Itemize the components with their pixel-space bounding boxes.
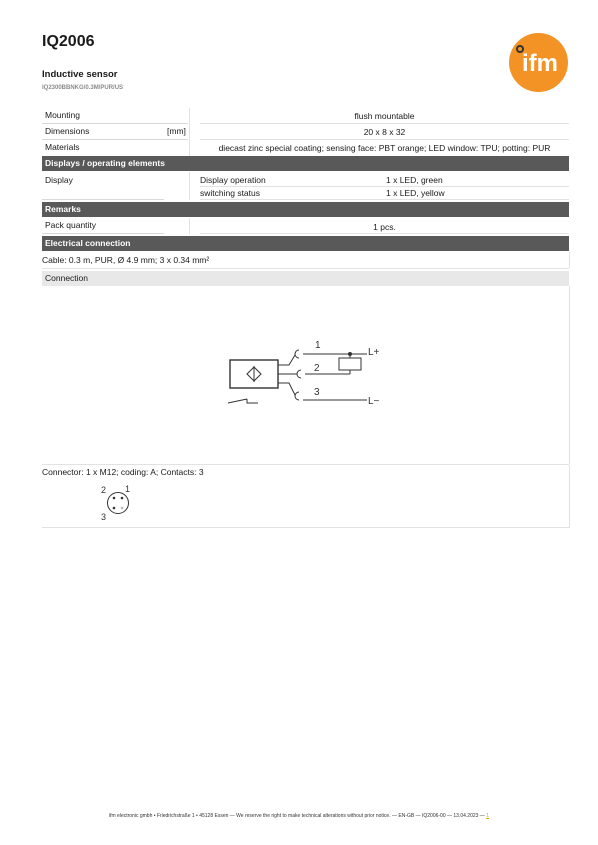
connector-pinout [98, 482, 134, 522]
divider [42, 199, 164, 200]
row-value: 1 pcs. [373, 222, 396, 232]
pinout-3-label: 3 [101, 512, 107, 522]
section-heading-electrical: Electrical connection [42, 236, 569, 251]
footer-text: ifm electronic gmbh • Friedrichstraße 1 • 45128 Essen — We reserve the right to make technical alterations without prior notice. — EN-GB — IQ2006-00 — 13.04.2023 — [109, 813, 485, 819]
l-minus-label: L− [368, 396, 380, 407]
divider [42, 233, 164, 234]
row-value: diecast zinc special coating; sensing face: PBT orange; LED window: TPU; potting: PUR [218, 143, 551, 153]
divider [42, 527, 569, 528]
connection-heading: Connection [42, 271, 569, 286]
article-number: IQ2300BBNKG/0.3M/PUR/US [42, 85, 124, 91]
row-unit: [mm] [167, 126, 186, 136]
switch-symbol-icon [228, 399, 258, 403]
divider [569, 286, 570, 464]
divider [189, 140, 190, 156]
divider [189, 218, 190, 234]
divider [189, 124, 190, 140]
divider [569, 465, 570, 528]
divider [189, 108, 190, 124]
cable-row [42, 255, 569, 267]
row-value: 20 x 8 x 32 [363, 127, 406, 137]
terminal-2-icon [297, 370, 301, 378]
display-row [42, 172, 569, 200]
row-label: Dimensions [45, 126, 90, 136]
remarks-row [42, 218, 569, 234]
divider [200, 186, 569, 187]
load-icon [339, 358, 361, 370]
row-label: Pack quantity [45, 220, 97, 230]
connector-row [42, 467, 569, 479]
display-item-name: Display operation [200, 175, 266, 185]
terminal-3-icon [295, 392, 299, 400]
ifm-logo [509, 33, 568, 92]
table-row [42, 108, 569, 123]
table-row [42, 124, 569, 139]
product-type: Inductive sensor [42, 69, 118, 80]
section-heading-displays: Displays / operating elements [42, 156, 569, 171]
divider [42, 464, 569, 465]
row-label: Mounting [45, 110, 80, 120]
display-item-name: switching status [200, 188, 260, 198]
divider [200, 233, 569, 234]
pin-2-label: 2 [314, 363, 320, 374]
pinout-1-label: 1 [125, 484, 131, 494]
pin-3-label: 3 [314, 387, 320, 398]
display-item-value: 1 x LED, green [386, 175, 443, 185]
pinout-2-label: 2 [101, 485, 107, 495]
l-plus-label: L+ [368, 347, 380, 358]
divider [569, 252, 570, 268]
row-label: Display [45, 175, 73, 185]
divider [189, 172, 190, 200]
page-number-link[interactable]: 1 [486, 813, 489, 819]
row-label: Materials [45, 142, 80, 152]
logo-text: ifm [522, 50, 558, 77]
section-heading-remarks: Remarks [42, 202, 569, 217]
terminal-1-icon [295, 350, 299, 358]
divider [42, 268, 569, 269]
display-item-value: 1 x LED, yellow [386, 188, 445, 198]
connector-spec: Connector: 1 x M12; coding: A; Contacts: 3 [42, 467, 204, 477]
pin-1-label: 1 [315, 340, 321, 351]
divider [200, 199, 569, 200]
page-title: IQ2006 [42, 33, 95, 50]
footer [0, 813, 598, 819]
row-value: flush mountable [354, 111, 415, 121]
wiring-diagram [225, 333, 390, 411]
table-row [42, 140, 569, 155]
cable-spec: Cable: 0.3 m, PUR, Ø 4.9 mm; 3 x 0.34 mm² [42, 255, 210, 265]
